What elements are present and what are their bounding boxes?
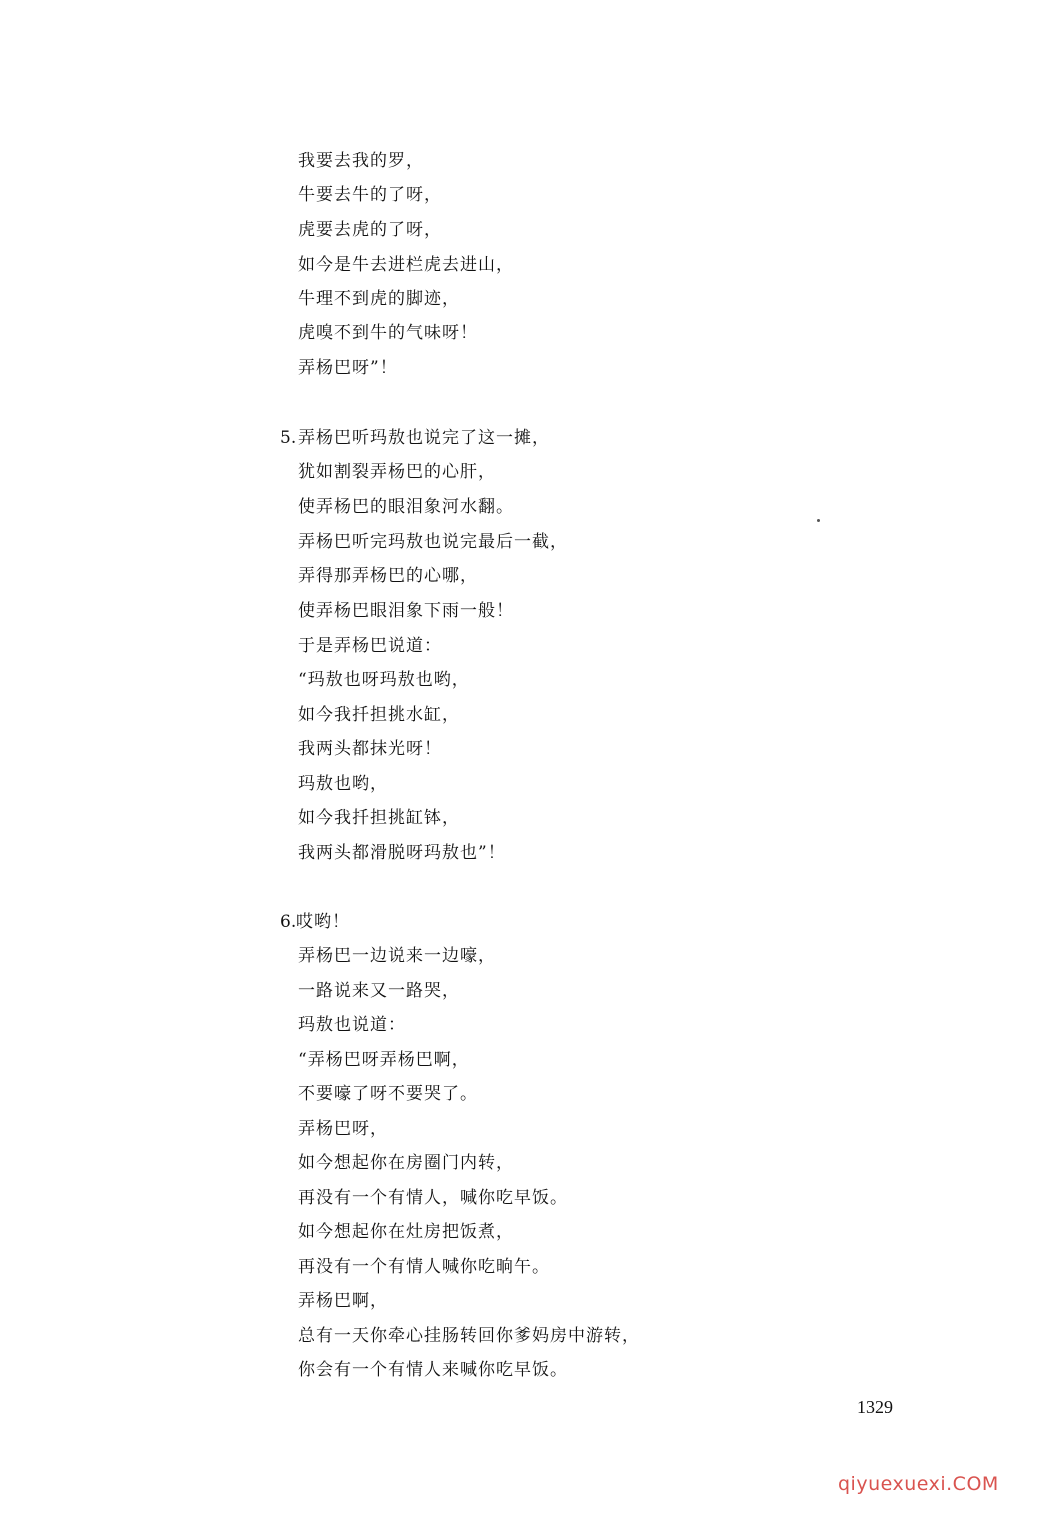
verse-line: “玛敖也呀玛敖也哟， <box>298 670 470 690</box>
verse-line: 总有一天你牵心挂肠转回你爹妈房中游转， <box>298 1326 640 1346</box>
verse-line: 弄杨巴听完玛敖也说完最后一截， <box>298 532 568 552</box>
verse-line: 弄杨巴啊， <box>298 1291 388 1311</box>
stanza-number: 5. <box>280 428 297 448</box>
verse-line: 使弄杨巴的眼泪象河水翻。 <box>298 497 514 517</box>
watermark: qiyuexuexi.COM <box>838 1473 999 1495</box>
verse-line: 弄杨巴呀， <box>298 1119 388 1139</box>
verse-line: 不要嚎了呀不要哭了。 <box>298 1084 478 1104</box>
verse-line: 哎哟！ <box>296 912 350 932</box>
verse-line: 虎要去虎的了呀， <box>298 220 442 240</box>
verse-line: 犹如割裂弄杨巴的心肝， <box>298 462 496 482</box>
verse-line: 弄杨巴听玛敖也说完了这一摊， <box>298 428 550 448</box>
verse-line: 你会有一个有情人来喊你吃早饭。 <box>298 1360 568 1380</box>
verse-line: 我两头都抹光呀！ <box>298 739 442 759</box>
verse-line: 牛理不到虎的脚迹， <box>298 289 460 309</box>
verse-line: 如今想起你在房圈门内转， <box>298 1153 514 1173</box>
verse-line: 弄杨巴一边说来一边嚎， <box>298 946 496 966</box>
verse-line: 弄杨巴呀”！ <box>298 358 398 378</box>
verse-line: 如今想起你在灶房把饭煮， <box>298 1222 514 1242</box>
page-number: 1329 <box>857 1397 893 1417</box>
verse-line: 如今我扦担挑水缸， <box>298 705 460 725</box>
verse-line: 我两头都滑脱呀玛敖也”！ <box>298 843 506 863</box>
verse-line: 玛敖也说道： <box>298 1015 406 1035</box>
verse-line: 一路说来又一路哭， <box>298 981 460 1001</box>
verse-line: 玛敖也哟， <box>298 774 388 794</box>
verse-line: “弄杨巴呀弄杨巴啊， <box>298 1050 470 1070</box>
verse-line: 再没有一个有情人，喊你吃早饭。 <box>298 1188 568 1208</box>
verse-line: 牛要去牛的了呀， <box>298 185 442 205</box>
verse-line: 虎嗅不到牛的气味呀！ <box>298 323 478 343</box>
stanza-number: 6. <box>280 912 297 932</box>
verse-line: 使弄杨巴眼泪象下雨一般！ <box>298 601 514 621</box>
verse-line: 我要去我的罗， <box>298 151 424 171</box>
verse-line: 于是弄杨巴说道： <box>298 636 442 656</box>
verse-line: 再没有一个有情人喊你吃晌午。 <box>298 1257 550 1277</box>
verse-line: 如今我扦担挑缸钵， <box>298 808 460 828</box>
verse-line: 如今是牛去进栏虎去进山， <box>298 255 514 275</box>
verse-line: 弄得那弄杨巴的心哪， <box>298 566 478 586</box>
scan-speck <box>817 519 820 522</box>
